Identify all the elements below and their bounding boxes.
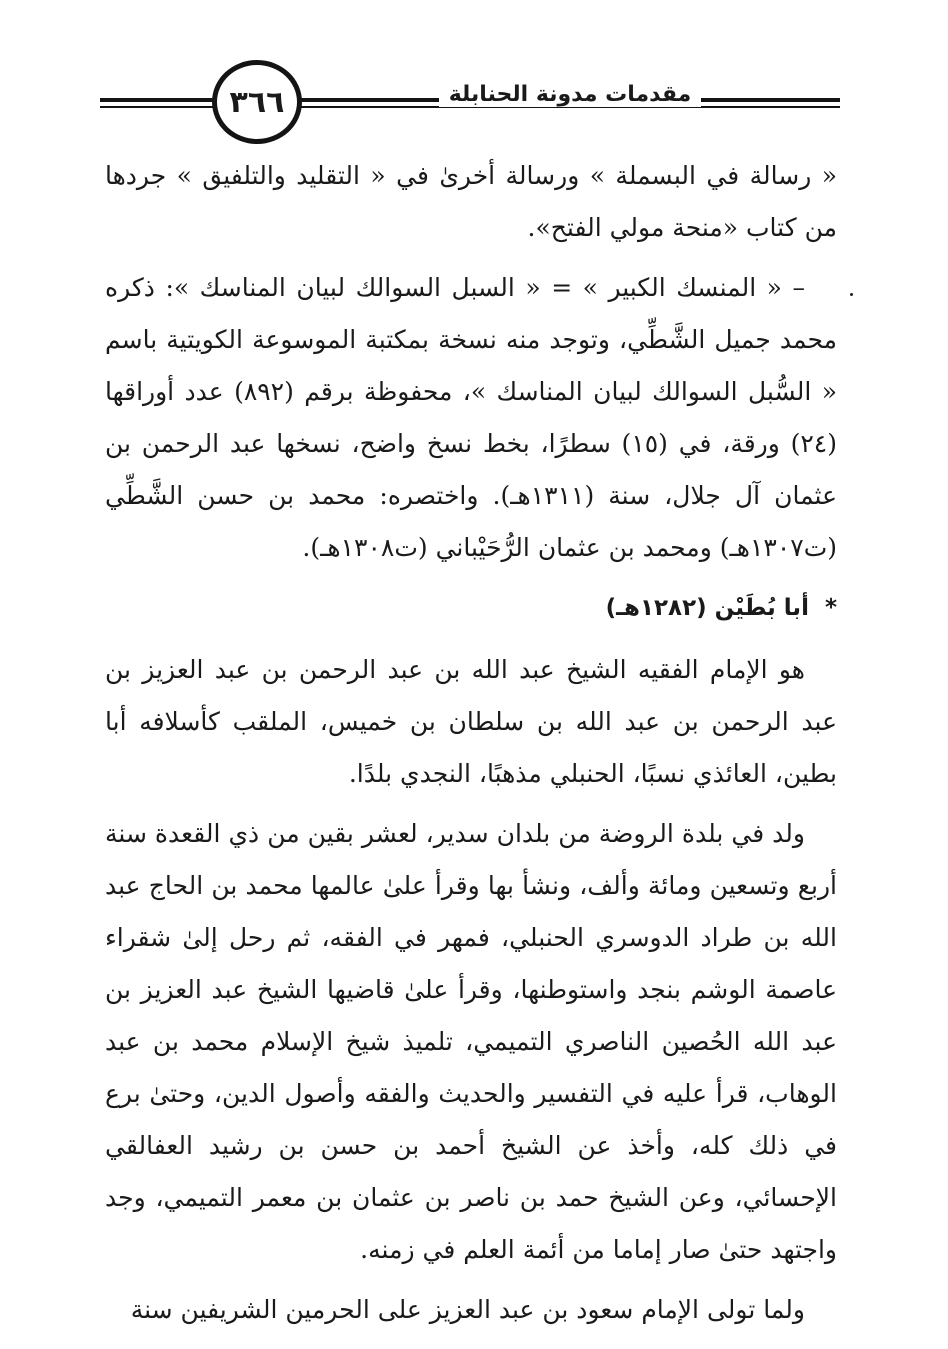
header-rule-left-thin [100, 106, 220, 108]
paragraph: ولما تولى الإمام سعود بن عبد العزيز على الحرمين الشريفين سنة [130, 1295, 805, 1324]
section-heading [105, 582, 837, 634]
margin-dot [850, 293, 853, 296]
paragraph: ولد في بلدة الروضة من بلدان سدير، لعشر بقين من ذي القعدة سنة أربع وتسعين ومائة وألف، ونشأ بها وقرأ علىٰ عالمها محمد بن الحاج عبد الله بن طراد الدوسري الحنبلي، فمهر في الفقه، ثم رحل إلىٰ شقراء عاصمة الوشم بنجد واستوطنها، وقرأ علىٰ قاضيها الشيخ عبد العزيز بن عبد الله الحُصين الناصري التميمي، تلميذ شيخ الإسلام محمد بن عبد الوهاب، قرأ عليه في التفسير والحديث والفقه وأصول الدين، وحتىٰ برع في ذلك كله، وأخذ عن الشيخ أحمد بن حسن بن رشيد العفالقي الإحسائي، وعن الشيخ حمد بن ناصر بن عثمان بن معمر التميمي، وجد واجتهد حتىٰ صار إماما من أئمة العلم في زمنه. [105, 819, 837, 1264]
paragraph: هو الإمام الفقيه الشيخ عبد الله بن عبد الرحمن بن عبد العزيز بن عبد الرحمن بن عبد الله بن سلطان بن خميس، الملقب كأسلافه أبا بطين، العائذي نسبًا، الحنبلي مذهبًا، النجدي بلدًا. [105, 655, 837, 788]
page-body [105, 150, 837, 1344]
page-header [100, 60, 840, 150]
header-rule-left-thick [100, 98, 220, 102]
paragraph: – « المنسك الكبير » = « السبل السوالك لبيان المناسك »: ذكره محمد جميل الشَّطِّي، وتوجد منه نسخة بمكتبة الموسوعة الكويتية باسم « السُّبل السوالك لبيان المناسك »، محفوظة برقم (٨٩٢) عدد أوراقها (٢٤) ورقة، في (١٥) سطرًا، بخط نسخ واضح، نسخها عبد الرحمن بن عثمان آل جلال، سنة (١٣١١هـ). واختصره: محمد بن حسن الشَّطِّي (ت١٣٠٧هـ) ومحمد بن عثمان الرُّحَيْباني (ت١٣٠٨هـ). [105, 273, 838, 562]
page-number: ٣٦٦ [229, 84, 285, 120]
section-heading-text: أبا بُطَيْن (١٢٨٢هـ) [605, 595, 809, 621]
page-number-badge [212, 60, 302, 144]
paragraph: « رسالة في البسملة » ورسالة أخرىٰ في « التقليد والتلفيق » جردها من كتاب «منحة مولي الفتح». [105, 161, 837, 242]
running-title [360, 82, 780, 107]
star-bullet: * [824, 595, 837, 621]
running-title-text: مقدمات مدونة الحنابلة [439, 82, 702, 107]
